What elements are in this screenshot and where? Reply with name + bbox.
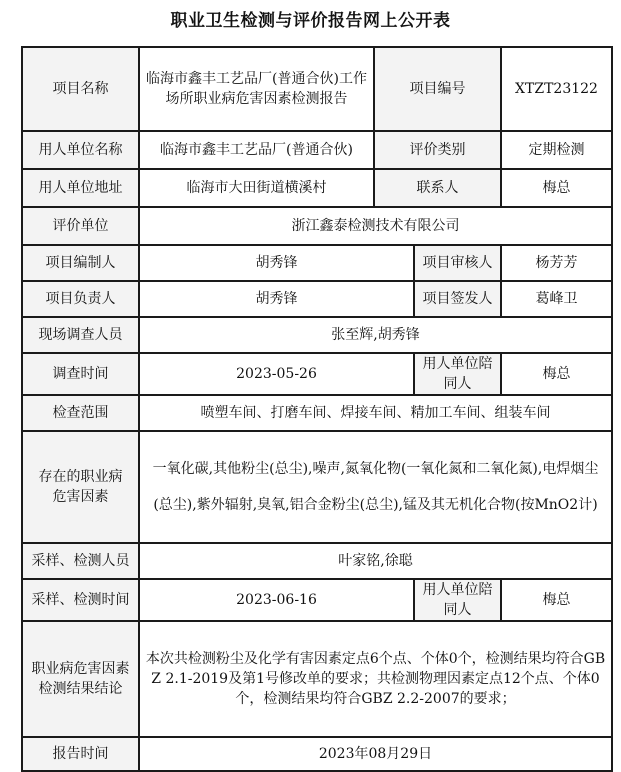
address-value: 临海市大田街道横溪村 xyxy=(139,169,374,207)
table-row xyxy=(22,245,612,281)
leader-label: 项目负责人 xyxy=(22,281,139,317)
table-row xyxy=(22,737,612,771)
table-row xyxy=(22,131,612,169)
sampling-time-value: 2023-06-16 xyxy=(139,579,414,621)
survey-accompany-value: 梅总 xyxy=(501,353,612,395)
table-row xyxy=(22,169,612,207)
compiler-value: 胡秀锋 xyxy=(139,245,414,281)
scope-label: 检查范围 xyxy=(22,395,139,431)
issuer-value: 葛峰卫 xyxy=(501,281,612,317)
project-name-value: 临海市鑫丰工艺品厂(普通合伙)工作场所职业病危害因素检测报告 xyxy=(139,47,374,131)
address-label: 用人单位地址 xyxy=(22,169,139,207)
sampling-accompany-label: 用人单位陪同人 xyxy=(414,579,501,621)
table-row xyxy=(22,47,612,131)
eval-unit-value: 浙江鑫泰检测技术有限公司 xyxy=(139,207,612,245)
employer-label: 用人单位名称 xyxy=(22,131,139,169)
table-row xyxy=(22,431,612,543)
survey-accompany-label: 用人单位陪同人 xyxy=(414,353,501,395)
report-time-label: 报告时间 xyxy=(22,737,139,771)
survey-time-value: 2023-05-26 xyxy=(139,353,414,395)
eval-type-label: 评价类别 xyxy=(374,131,501,169)
contact-value: 梅总 xyxy=(501,169,612,207)
table-row xyxy=(22,353,612,395)
table-row xyxy=(22,207,612,245)
reviewer-value: 杨芳芳 xyxy=(501,245,612,281)
table-row xyxy=(22,621,612,737)
table-row xyxy=(22,281,612,317)
compiler-label: 项目编制人 xyxy=(22,245,139,281)
eval-unit-label: 评价单位 xyxy=(22,207,139,245)
page-title: 职业卫生检测与评价报告网上公开表 xyxy=(170,11,451,31)
scope-value: 喷塑车间、打磨车间、焊接车间、精加工车间、组装车间 xyxy=(139,395,612,431)
eval-type-value: 定期检测 xyxy=(501,131,612,169)
sampling-staff-label: 采样、检测人员 xyxy=(22,543,139,579)
table-row xyxy=(22,395,612,431)
issuer-label: 项目签发人 xyxy=(414,281,501,317)
conclusion-label: 职业病危害因素检测结果结论 xyxy=(22,621,139,737)
survey-time-label: 调查时间 xyxy=(22,353,139,395)
survey-staff-label: 现场调查人员 xyxy=(22,317,139,353)
employer-value: 临海市鑫丰工艺品厂(普通合伙) xyxy=(139,131,374,169)
table-row xyxy=(22,317,612,353)
table-row xyxy=(22,579,612,621)
table-row xyxy=(22,543,612,579)
conclusion-value: 本次共检测粉尘及化学有害因素定点6个点、个体0个，检测结果均符合GBZ 2.1-2019及第1号修改单的要求；共检测物理因素定点12个点、个体0个，检测结果均符合GBZ 2.2-2007的要求； xyxy=(139,621,612,737)
report-table xyxy=(21,46,613,772)
contact-label: 联系人 xyxy=(374,169,501,207)
project-no-label: 项目编号 xyxy=(374,47,501,131)
project-no-value: XTZT23122 xyxy=(501,47,612,131)
sampling-accompany-value: 梅总 xyxy=(501,579,612,621)
project-name-label: 项目名称 xyxy=(22,47,139,131)
hazards-label: 存在的职业病危害因素 xyxy=(22,431,139,543)
leader-value: 胡秀锋 xyxy=(139,281,414,317)
hazards-value: 一氧化碳,其他粉尘(总尘),噪声,氮氧化物(一氧化氮和二氧化氮),电焊烟尘(总尘),紫外辐射,臭氧,铝合金粉尘(总尘),锰及其无机化合物(按MnO2计) xyxy=(139,431,612,543)
survey-staff-value: 张至辉,胡秀锋 xyxy=(139,317,612,353)
sampling-staff-value: 叶家铭,徐聪 xyxy=(139,543,612,579)
report-time-value: 2023年08月29日 xyxy=(139,737,612,771)
sampling-time-label: 采样、检测时间 xyxy=(22,579,139,621)
reviewer-label: 项目审核人 xyxy=(414,245,501,281)
